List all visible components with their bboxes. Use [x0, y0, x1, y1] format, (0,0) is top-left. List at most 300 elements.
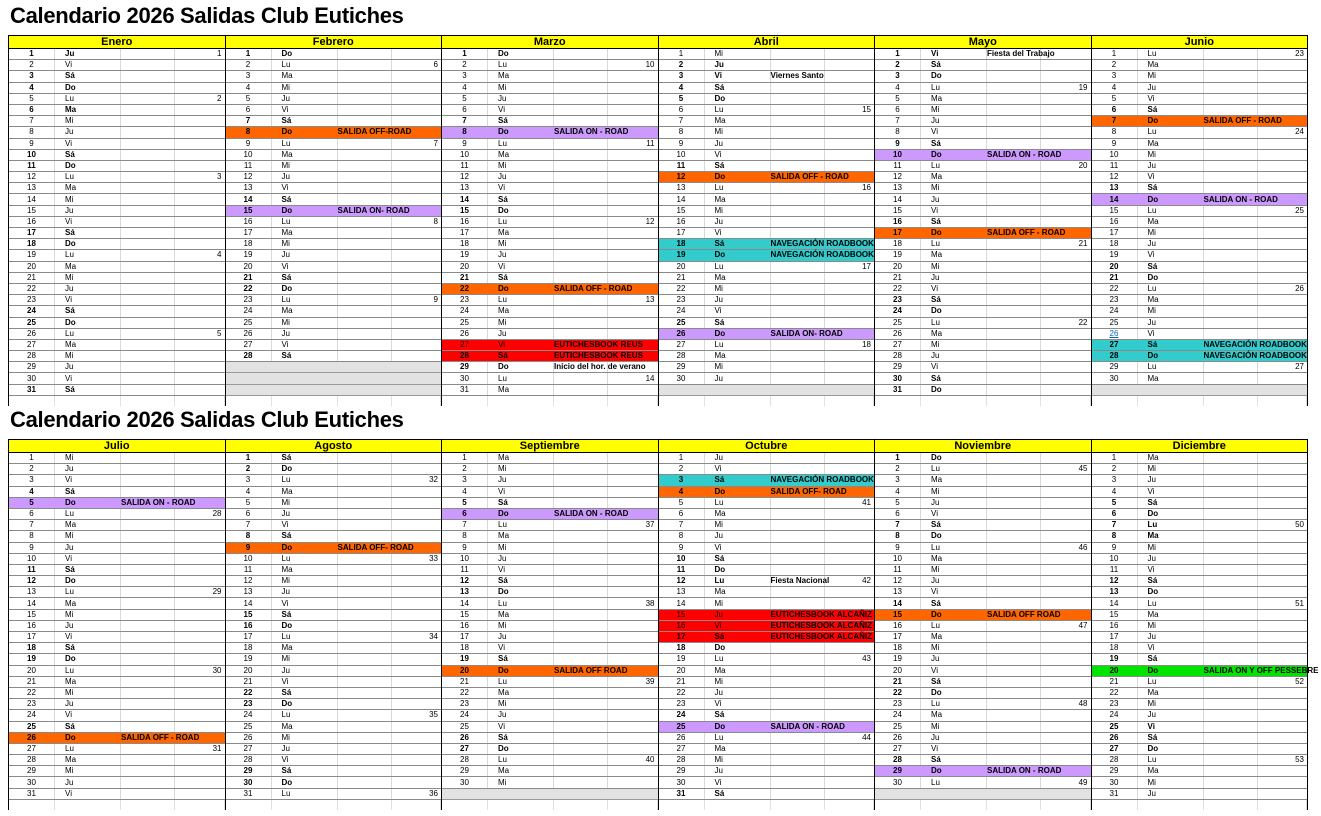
day-row — [9, 60, 225, 71]
week-number-cell — [607, 83, 658, 93]
day-row — [226, 262, 442, 273]
day-number-cell: 15 — [442, 206, 488, 216]
day-number-cell: 5 — [9, 94, 55, 104]
event-cell — [554, 105, 608, 115]
weekday-cell: Lu — [272, 710, 338, 720]
month-header: Agosto — [226, 439, 442, 453]
event-cell — [771, 49, 825, 59]
event-cell — [771, 598, 825, 608]
weekday-cell: Lu — [55, 666, 121, 676]
event-cell — [1204, 554, 1258, 564]
day-row — [442, 643, 658, 654]
week-number-cell — [1257, 777, 1308, 787]
event-cell — [987, 733, 1041, 743]
weekday-cell: Lu — [705, 105, 771, 115]
day-number-cell: 22 — [1092, 284, 1138, 294]
day-row — [1092, 250, 1308, 261]
day-number-cell: 8 — [462, 127, 467, 137]
spacer-cell — [659, 800, 705, 810]
day-number-cell: 22 — [9, 688, 55, 698]
event-cell — [121, 598, 175, 608]
event-cell — [771, 766, 825, 776]
weekday-cell: Ma — [55, 105, 121, 115]
week-number-cell — [1040, 475, 1091, 485]
day-row — [442, 116, 658, 127]
week-number-cell — [1257, 172, 1308, 182]
weekday-cell: Do — [1138, 744, 1204, 754]
weekday-cell: Ju — [705, 766, 771, 776]
month-header: Enero — [9, 35, 225, 49]
weekday-cell: Sá — [488, 273, 554, 283]
weekday-cell: Vi — [272, 340, 338, 350]
day-number-cell: 25 — [9, 318, 55, 328]
week-number-cell — [607, 172, 658, 182]
event-cell — [987, 643, 1041, 653]
day-row — [659, 116, 875, 127]
day-row — [875, 643, 1091, 654]
day-row — [659, 295, 875, 306]
weekday-cell: Do — [921, 306, 987, 316]
week-number-cell — [391, 239, 442, 249]
day-number-cell: 26 — [1092, 733, 1138, 743]
day-row — [1092, 273, 1308, 284]
day-row — [226, 250, 442, 261]
day-row — [1092, 699, 1308, 710]
weekday-cell: Mi — [921, 565, 987, 575]
filler-row — [226, 385, 442, 396]
week-number-cell — [391, 273, 442, 283]
day-number-cell: 28 — [659, 755, 705, 765]
weekday-cell: Ma — [705, 509, 771, 519]
weekday-cell: Sá — [1138, 576, 1204, 586]
day-row — [442, 262, 658, 273]
day-number-cell: 13 — [226, 587, 272, 597]
event-label: SALIDA OFF - ROAD — [121, 732, 200, 742]
weekday-cell: Ma — [921, 329, 987, 339]
day-row — [1092, 531, 1308, 542]
day-number-cell: 20 — [1109, 665, 1119, 675]
weekday-cell: Sá — [55, 228, 121, 238]
day-number-cell: 9 — [659, 139, 705, 149]
day-row — [875, 150, 1091, 161]
weekday-cell: Lu — [705, 576, 771, 586]
weekday-cell: Lu — [488, 139, 554, 149]
event-cell — [987, 531, 1041, 541]
week-number-cell — [1257, 587, 1308, 597]
week-number-cell — [1257, 733, 1308, 743]
spacer-cell — [824, 800, 875, 810]
week-number-cell — [824, 83, 875, 93]
event-cell — [987, 587, 1041, 597]
day-number-cell: 23 — [9, 295, 55, 305]
day-row — [442, 150, 658, 161]
event-cell — [987, 609, 1061, 620]
weekday-cell: Lu — [705, 654, 771, 664]
weekday-cell: Vi — [921, 666, 987, 676]
week-number-cell — [391, 576, 442, 586]
event-cell — [771, 509, 825, 519]
day-number-cell: 10 — [1092, 554, 1138, 564]
weekday-cell: Mi — [55, 351, 121, 361]
day-number-cell: 12 — [676, 172, 686, 182]
day-number-cell: 28 — [9, 351, 55, 361]
event-cell — [770, 172, 849, 182]
weekday-cell: Mi — [55, 116, 121, 126]
weekday-cell: Lu — [55, 250, 121, 260]
day-row — [875, 498, 1091, 509]
event-cell — [987, 722, 1041, 732]
weekday-cell: Vi — [488, 565, 554, 575]
day-row — [442, 733, 658, 744]
week-number-cell — [1257, 127, 1308, 137]
weekday-cell: Sá — [55, 150, 121, 160]
week-number-cell — [391, 643, 442, 653]
event-cell — [771, 284, 825, 294]
week-number-cell — [174, 340, 225, 350]
week-number-cell — [1040, 654, 1091, 664]
week-number-cell — [607, 453, 658, 463]
day-number-cell: 1 — [442, 453, 488, 463]
event-cell — [1204, 94, 1258, 104]
event-cell — [771, 554, 825, 564]
weekday-cell: Mi — [272, 83, 338, 93]
bottom-spacer-strip — [226, 800, 442, 810]
day-row — [659, 362, 875, 373]
day-row — [659, 206, 875, 217]
spacer-cell — [875, 800, 921, 810]
weekday-cell: Sá — [55, 487, 121, 497]
weekday-cell: Vi — [488, 105, 554, 115]
week-number-cell — [174, 306, 225, 316]
day-row — [875, 766, 1091, 777]
day-number-cell: 14 — [875, 194, 921, 204]
week-number-cell — [607, 688, 658, 698]
day-number-cell: 8 — [659, 531, 705, 541]
week-number-cell — [174, 71, 225, 81]
day-row — [1092, 83, 1308, 94]
weekday-cell: Ma — [1138, 531, 1204, 541]
day-row — [1092, 172, 1308, 183]
day-number-cell: 9 — [1092, 139, 1138, 149]
day-row — [226, 183, 442, 194]
weekday-cell: Lu — [1138, 284, 1204, 294]
day-number-cell: 6 — [226, 509, 272, 519]
weekday-cell: Ma — [705, 744, 771, 754]
weekday-cell: Sá — [714, 239, 725, 249]
day-number-cell: 3 — [9, 71, 55, 81]
day-number-cell: 21 — [226, 677, 272, 687]
weekday-cell: Sá — [921, 755, 987, 765]
weekday-cell: Sá — [55, 306, 121, 316]
week-number-cell — [607, 677, 658, 687]
weekday-cell: Ju — [1138, 475, 1204, 485]
day-number-cell: 21 — [1092, 677, 1138, 687]
day-row — [226, 94, 442, 105]
weekday-cell: Vi — [1138, 172, 1204, 182]
event-cell — [337, 542, 414, 553]
event-cell — [1204, 60, 1258, 70]
day-row — [659, 127, 875, 138]
day-number-cell: 31 — [659, 789, 705, 799]
day-number-cell: 10 — [442, 554, 488, 564]
event-label: EUTICHESBOOK ALCAÑIZ — [770, 620, 872, 630]
event-cell — [770, 576, 830, 586]
week-number-cell — [391, 766, 442, 776]
weekday-cell: Do — [55, 576, 121, 586]
day-row — [1092, 654, 1308, 665]
event-cell — [554, 273, 608, 283]
event-cell — [338, 329, 392, 339]
day-row — [875, 194, 1091, 205]
event-cell — [1204, 733, 1258, 743]
day-number-cell: 19 — [1092, 654, 1138, 664]
week-number-cell — [1257, 183, 1308, 193]
week-number-cell — [607, 116, 658, 126]
event-cell — [987, 777, 1041, 787]
weekday-cell: Mi — [488, 777, 554, 787]
day-row — [875, 632, 1091, 643]
event-cell — [121, 744, 175, 754]
weekday-cell: Lu — [55, 94, 121, 104]
month-block-enero — [9, 35, 226, 406]
event-cell — [771, 565, 825, 575]
day-row — [226, 340, 442, 351]
week-number-cell — [1257, 262, 1308, 272]
weekday-cell: Ju — [921, 194, 987, 204]
weekday-cell: Mi — [921, 183, 987, 193]
week-number-cell — [1257, 565, 1308, 575]
weekday-cell: Ju — [921, 273, 987, 283]
day-row — [659, 318, 875, 329]
weekday-cell: Mi — [705, 598, 771, 608]
week-number-cell — [824, 733, 875, 743]
week-number-cell — [824, 453, 875, 463]
day-row — [442, 487, 658, 498]
spacer-cell — [338, 800, 392, 810]
day-number-cell: 7 — [659, 116, 705, 126]
week-number: 44 — [862, 732, 871, 742]
weekday-cell: Do — [488, 744, 554, 754]
week-number: 21 — [1078, 239, 1088, 249]
day-number-cell: 16 — [875, 621, 921, 631]
weekday-cell: Ju — [921, 116, 987, 126]
weekday-cell: Lu — [488, 295, 554, 305]
weekday-cell: Ju — [272, 172, 338, 182]
week-number-cell — [1040, 139, 1091, 149]
week-number-cell — [607, 722, 658, 732]
weekday-cell: Do — [488, 206, 554, 216]
event-cell — [338, 688, 392, 698]
weekday-cell: Do — [1138, 509, 1204, 519]
event-cell — [987, 654, 1041, 664]
day-row — [9, 83, 225, 94]
event-cell — [1204, 83, 1258, 93]
day-number-cell: 7 — [1111, 116, 1117, 126]
weekday-cell: Ju — [1138, 632, 1204, 642]
day-number-cell: 2 — [442, 464, 488, 474]
day-number-cell: 17 — [442, 632, 488, 642]
weekday-cell: Mi — [272, 239, 338, 249]
weekday-cell: Do — [714, 486, 726, 496]
event-cell — [987, 453, 1041, 463]
weekday-cell: Lu — [1138, 677, 1204, 687]
day-number-cell: 13 — [875, 183, 921, 193]
event-cell — [121, 587, 175, 597]
spacer-cell — [771, 800, 825, 810]
weekday-cell: Lu — [272, 60, 338, 70]
week-number-cell — [824, 520, 875, 530]
day-row — [442, 127, 658, 138]
filler-row — [659, 385, 875, 396]
day-row — [226, 509, 442, 520]
event-label: SALIDA ON - ROAD — [770, 721, 845, 731]
event-cell — [554, 83, 608, 93]
spacer-cell — [1204, 800, 1258, 810]
day-row — [226, 688, 442, 699]
event-cell — [338, 340, 392, 350]
day-row — [659, 273, 875, 284]
week-number-cell — [607, 733, 658, 743]
page-title: Calendario 2026 Salidas Club Eutiches — [10, 3, 404, 28]
day-row — [875, 273, 1091, 284]
weekday-cell: Ju — [55, 206, 121, 216]
week-number-cell — [607, 318, 658, 328]
day-row — [442, 373, 658, 384]
week-number-cell — [1040, 83, 1091, 93]
weekday-cell: Ju — [55, 362, 121, 372]
week-number-cell — [174, 643, 225, 653]
week-number-cell — [1257, 206, 1308, 216]
week-number-cell — [174, 116, 225, 126]
week-number-cell — [607, 554, 658, 564]
day-row — [1092, 632, 1308, 643]
day-row — [875, 351, 1091, 362]
weekday-cell: Do — [921, 531, 987, 541]
week-number-cell — [174, 318, 225, 328]
weekday-cell: Sá — [55, 722, 121, 732]
weekday-cell: Ju — [55, 699, 121, 709]
day-number-cell: 1 — [1092, 49, 1138, 59]
week-number: 31 — [212, 743, 222, 753]
day-row — [226, 49, 442, 60]
weekday-cell: Ma — [488, 306, 554, 316]
event-cell — [1204, 161, 1258, 171]
week-number-cell — [174, 688, 225, 698]
month-header: Octubre — [659, 439, 875, 453]
day-row — [875, 250, 1091, 261]
weekday-cell: Ma — [55, 677, 121, 687]
event-cell — [554, 94, 608, 104]
day-row — [659, 183, 875, 194]
week-number-cell — [174, 610, 225, 620]
day-row — [442, 183, 658, 194]
weekday-cell: Vi — [272, 105, 338, 115]
weekday-cell: Ma — [921, 250, 987, 260]
event-cell — [121, 373, 175, 383]
week-number-cell — [1040, 94, 1091, 104]
week-number-cell — [391, 531, 442, 541]
day-row — [226, 554, 442, 565]
day-number-cell: 18 — [676, 239, 686, 249]
day-number-cell: 22 — [1092, 688, 1138, 698]
day-row — [1092, 543, 1308, 554]
day-row — [442, 318, 658, 329]
weekday-cell: Mi — [272, 498, 338, 508]
day-number-cell: 20 — [442, 262, 488, 272]
event-cell — [121, 621, 175, 631]
day-row — [659, 284, 875, 295]
day-row — [442, 329, 658, 340]
day-number-cell: 15 — [243, 205, 253, 215]
event-cell — [987, 295, 1041, 305]
month-header: Mayo — [875, 35, 1091, 49]
day-number-cell: 16 — [226, 217, 272, 227]
weekday-cell: Do — [65, 497, 76, 507]
event-cell — [338, 318, 392, 328]
day-row — [9, 565, 225, 576]
weekday-cell: Lu — [55, 329, 121, 339]
day-number-cell: 14 — [875, 598, 921, 608]
day-number-cell: 11 — [442, 565, 488, 575]
weekday-cell: Mi — [272, 733, 338, 743]
event-cell — [121, 666, 175, 676]
day-row — [442, 284, 658, 295]
week-number-cell — [824, 60, 875, 70]
day-number-cell: 5 — [226, 498, 272, 508]
week-number-cell — [174, 777, 225, 787]
day-number-link[interactable]: 26 — [1109, 328, 1119, 338]
week-number-cell — [174, 509, 225, 519]
day-row — [1092, 722, 1308, 733]
day-number-cell: 5 — [226, 94, 272, 104]
event-cell — [338, 610, 392, 620]
event-cell — [338, 744, 392, 754]
weekday-cell: Lu — [921, 699, 987, 709]
week-number-cell — [174, 710, 225, 720]
week-number-cell — [1040, 362, 1091, 372]
weekday-cell: Mi — [1138, 543, 1204, 553]
day-row — [226, 295, 442, 306]
event-cell — [1204, 295, 1258, 305]
day-row — [442, 60, 658, 71]
day-number-cell: 30 — [659, 373, 705, 383]
week-number-cell — [1257, 464, 1308, 474]
day-number-cell: 3 — [1092, 475, 1138, 485]
day-number-cell: 24 — [659, 306, 705, 316]
week-number-cell — [1040, 329, 1091, 339]
day-row — [875, 520, 1091, 531]
week-number-cell — [391, 262, 442, 272]
day-row — [875, 677, 1091, 688]
weekday-cell: Vi — [705, 777, 771, 787]
weekday-cell: Vi — [488, 722, 554, 732]
weekday-cell: Vi — [921, 206, 987, 216]
week-number-cell — [824, 284, 875, 294]
week-number: 36 — [429, 788, 438, 798]
event-cell — [771, 71, 825, 81]
weekday-cell: Lu — [272, 217, 338, 227]
weekday-cell: Lu — [488, 755, 554, 765]
week-number: 24 — [1295, 127, 1304, 137]
event-cell — [1204, 105, 1258, 115]
day-number-cell: 28 — [460, 351, 469, 361]
day-row — [1092, 665, 1319, 677]
week-number-cell — [1257, 71, 1308, 81]
filler-row — [875, 789, 1091, 800]
week-number: 14 — [645, 373, 655, 383]
event-cell — [338, 587, 392, 597]
day-number-cell: 4 — [875, 83, 921, 93]
